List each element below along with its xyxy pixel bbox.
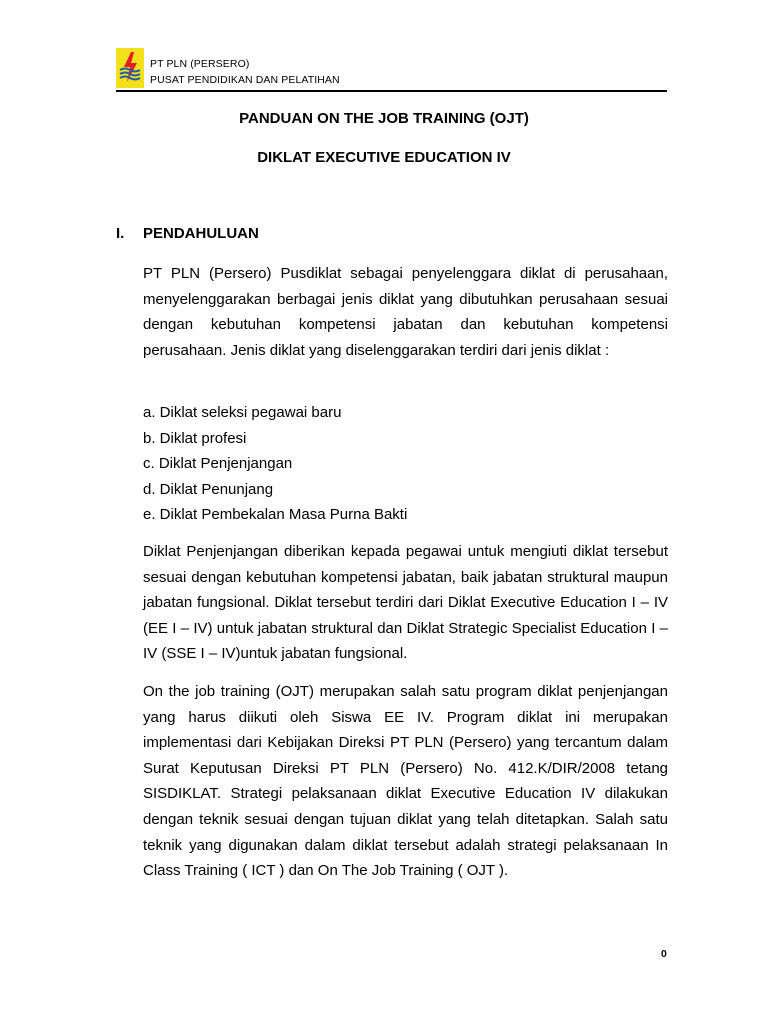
paragraph-ojt: On the job training (OJT) merupakan salah satu program diklat penjenjangan yang harus diikuti oleh Siswa EE IV. Program diklat ini merupakan implementasi dari Kebijakan Direksi PT PLN (Persero) yang tercantum dalam Surat Keputusan Direksi PT PLN (Persero) No. 412.K/DIR/2008 tetang SISDIKLAT. Strategi pelaksanaan diklat Executive Education IV dilakukan dengan teknik sesuai dengan tujuan diklat yang telah ditetapkan. Salah satu teknik yang digunakan dalam diklat tersebut adalah strategi pelaksanaan In Class Training ( ICT ) dan On The Job Training ( OJT ).	[143, 683, 668, 880]
paragraph-penjenjangan: Diklat Penjenjangan diberikan kepada pegawai untuk mengiuti diklat tersebut sesuai dengan kebutuhan kompetensi jabatan, baik jabatan struktural maupun jabatan fungsional. Diklat tersebut terdiri dari Diklat Executive Education I – IV (EE I – IV) untuk jabatan struktural dan Diklat Strategic Specialist Education I – IV (SSE I – IV)untuk jabatan fungsional.	[143, 543, 668, 663]
list-item: e. Diklat Pembekalan Masa Purna Bakti	[143, 506, 408, 524]
section-number: I.	[116, 225, 125, 242]
training-types-list	[143, 400, 668, 528]
section-heading	[116, 225, 259, 242]
header-org-name: PT PLN (PERSERO)	[150, 58, 250, 70]
header-unit-name: PUSAT PENDIDIKAN DAN PELATIHAN	[150, 74, 340, 86]
list-item: c. Diklat Penjenjangan	[143, 455, 293, 473]
list-item: b. Diklat profesi	[143, 429, 247, 447]
list-item: d. Diklat Penunjang	[143, 480, 274, 498]
document-subtitle: DIKLAT EXECUTIVE EDUCATION IV	[257, 149, 511, 166]
paragraph-intro: PT PLN (Persero) Pusdiklat sebagai penyelenggara diklat di perusahaan, menyelenggarakan berbagai jenis diklat yang dibutuhkan perusahaan sesuai dengan kebutuhan kompetensi jabatan dan kebutuhan kompetensi perusahaan. Jenis diklat yang diselenggarakan terdiri dari jenis diklat :	[143, 265, 668, 359]
header-org-text	[150, 56, 340, 88]
page-header	[116, 48, 666, 90]
list-item: a. Diklat seleksi pegawai baru	[143, 404, 342, 421]
pln-logo-icon	[116, 48, 144, 88]
document-title: PANDUAN ON THE JOB TRAINING (OJT)	[239, 110, 529, 127]
page-number: 0	[661, 948, 667, 960]
section-title: PENDAHULUAN	[143, 225, 259, 242]
header-divider	[116, 90, 667, 92]
